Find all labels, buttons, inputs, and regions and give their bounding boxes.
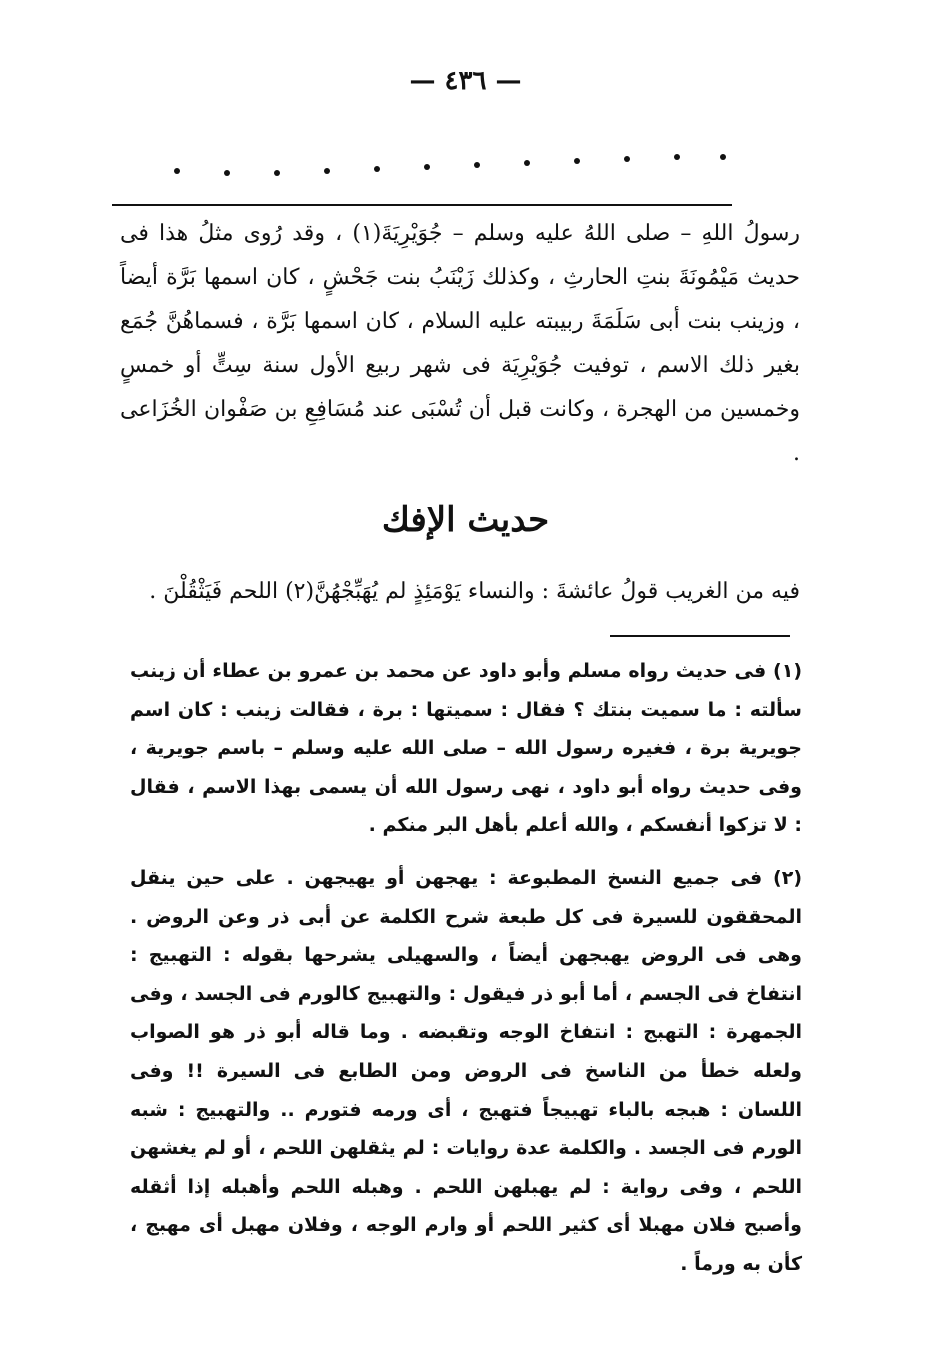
footnote-rule bbox=[610, 635, 790, 637]
ornament-dot bbox=[720, 154, 726, 160]
ornament-dot bbox=[274, 170, 280, 176]
page-number: — ٤٣٦ — bbox=[409, 66, 522, 96]
ornament-dot bbox=[474, 162, 480, 168]
section-intro: فيه من الغريب قولُ عائشةَ : والنساء يَوْمَئِذٍ لم يُهَبِّجْهُنَّ(٢) اللحم فَيَثْقُلْنَ . bbox=[149, 579, 800, 604]
main-text-block bbox=[120, 212, 800, 476]
ornament-dot bbox=[224, 170, 230, 176]
ornament-dot bbox=[174, 168, 180, 174]
ornament-dot bbox=[374, 166, 380, 172]
ornament-dot bbox=[424, 164, 430, 170]
header-rule bbox=[112, 204, 732, 206]
ornament-dot bbox=[574, 158, 580, 164]
section-heading: حديث الإفك bbox=[381, 500, 550, 540]
ornamental-dots bbox=[170, 150, 730, 180]
ornament-dot bbox=[324, 168, 330, 174]
footnote-1: (١) فى حديث رواه مسلم وأبو داود عن محمد بن عمرو بن عطاء أن زينب سألته : ما سميت بنتك ؟ فقال : سميتها : برة ، فقالت زينب : كان اسم جويرية برة ، فغيره رسول الله – صلى الله عليه وسلم – باسم جويرية ، وفى حديث رواه أبو داود ، نهى رسول الله أن يسمى بهذا الاسم ، فقال : لا تزكوا أنفسكم ، والله أعلم بأهل البر منكم . bbox=[130, 660, 802, 837]
ornament-dot bbox=[674, 154, 680, 160]
footnote-2: (٢) فى جميع النسخ المطبوعة : يهجهن أو يهيجهن . على حين ينقل المحققون للسيرة فى كل طبعة شرح الكلمة عن أبى ذر وعن الروض . وهى فى الروض يهبجهن أيضاً ، والسهيلى يشرحها بقوله : التهبيج : انتفاخ فى الجسم ، أما أبو ذر فيقول : والتهبيج كالورم فى الجسد ، وفى الجمهرة : التهبج : انتفاخ الوجه وتقبضه . وما قاله أبو ذر هو الصواب ولعله خطأ من الناسخ فى الروض ومن الطابع فى السيرة !! وفى اللسان : هبجه بالباء تهبيجاً فتهبج ، أى ورمه فتورم .. والتهبيج : شبه الورم فى الجسد . والكلمة عدة روايات : لم يثقلهن اللحم ، أو لم يغشهن اللحم ، وفى رواية : لم يهبلهن اللحم . وهبله اللحم وأهبله إذا أثقله وأصبح فلان مهبلا أى كثير اللحم أو وارم الوجه ، وفلان مهبل أى مهبج ، كأن به ورماً . bbox=[130, 866, 802, 1275]
body-paragraph: رسولُ اللهِ – صلى اللهُ عليه وسلم – جُوَيْرِيَةَ(١) ، وقد رُوى مثلُ هذا فى حديث مَيْمُونَةَ بنتِ الحارثِ ، وكذلك زَيْنَبُ بنت جَحْشٍ ، كان اسمها بَرَّة أيضاً ، وزينب بنت أبى سَلَمَةَ ربيبته عليه السلام ، كان اسمها بَرَّة ، فسماهُنَّ جُمَع بغير ذلك الاسم ، توفيت جُوَيْرِيَة فى شهر ربيع الأول سنة سِتٍّ أو خمسٍ وخمسين من الهجرة ، وكانت قبل أن تُسْبَى عند مُسَافِعِ بن صَفْوان الخُزَاعى . bbox=[120, 221, 801, 466]
ornament-dot bbox=[624, 156, 630, 162]
footnotes-block bbox=[130, 652, 802, 1298]
ornament-dot bbox=[524, 160, 530, 166]
